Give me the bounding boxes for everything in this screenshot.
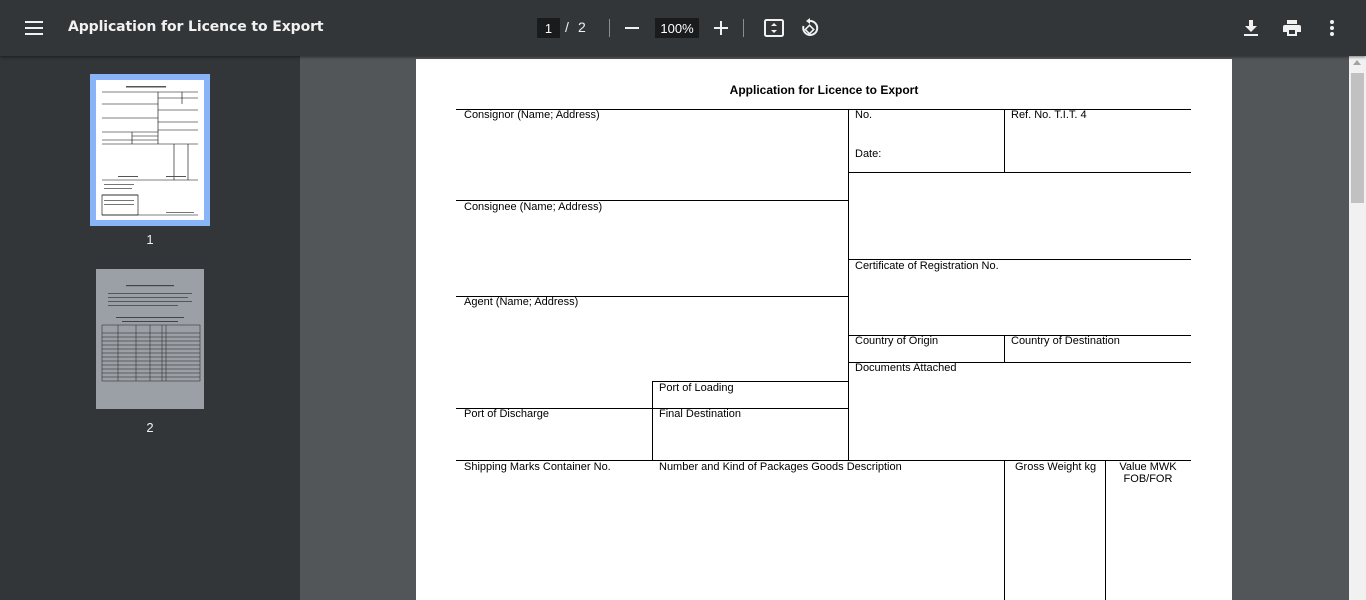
agent-label: Agent (Name; Address): [464, 296, 579, 308]
form-line: [1004, 335, 1005, 362]
documents-attached-label: Documents Attached: [855, 362, 957, 374]
page-total: 2: [578, 19, 586, 35]
form-line: [848, 172, 1191, 173]
consignee-label: Consignee (Name; Address): [464, 201, 603, 213]
thumbnail-sidebar: [0, 56, 300, 600]
fit-page-icon: [764, 19, 784, 37]
pdf-page: [416, 59, 1232, 600]
page-thumbnail-1[interactable]: [90, 74, 210, 226]
more-options-icon[interactable]: [1320, 16, 1344, 40]
plus-icon: [714, 21, 728, 35]
form-line: [652, 381, 653, 460]
page-separator: /: [565, 19, 569, 35]
print-icon: [1283, 20, 1301, 36]
page-thumbnail-image: [96, 80, 204, 220]
vertical-scrollbar[interactable]: [1349, 56, 1366, 600]
value-label: Value MWK FOB/FOR: [1119, 461, 1177, 485]
toolbar-divider: [609, 19, 610, 37]
menu-icon[interactable]: [18, 12, 50, 44]
fit-to-page-button[interactable]: [762, 16, 786, 40]
port-of-loading-label: Port of Loading: [659, 382, 734, 394]
consignor-label: Consignor (Name; Address): [464, 109, 600, 121]
pdf-toolbar: [0, 0, 1366, 56]
minus-icon: [625, 27, 639, 29]
thumbnail-label: 1: [146, 232, 154, 247]
toolbar-divider: [743, 19, 744, 37]
rotate-button[interactable]: [798, 16, 822, 40]
page-thumbnail-2[interactable]: [96, 269, 204, 409]
number-label: No.: [855, 109, 873, 121]
zoom-level-input[interactable]: 100%: [655, 18, 699, 38]
certificate-label: Certificate of Registration No.: [855, 260, 999, 272]
zoom-out-button[interactable]: [620, 16, 644, 40]
form-line: [848, 109, 849, 460]
form-title: Application for Licence to Export: [729, 83, 919, 97]
document-title: Application for Licence to Export: [68, 19, 324, 35]
thumbnail-label: 2: [146, 420, 154, 435]
download-button[interactable]: [1239, 16, 1263, 40]
document-viewer[interactable]: [300, 56, 1349, 600]
form-line: [1004, 109, 1005, 172]
scrollbar-thumb[interactable]: [1351, 73, 1364, 203]
page-number-input[interactable]: 1: [537, 18, 560, 38]
rotate-icon: [800, 18, 820, 38]
country-of-destination-label: Country of Destination: [1011, 335, 1120, 347]
download-icon: [1244, 20, 1258, 36]
form-line: [1105, 460, 1106, 600]
form-line: [1004, 460, 1005, 600]
packages-description-label: Number and Kind of Packages Goods Description: [659, 461, 902, 473]
shipping-marks-label: Shipping Marks Container No.: [464, 461, 611, 473]
port-of-discharge-label: Port of Discharge: [464, 408, 549, 420]
print-button[interactable]: [1280, 16, 1304, 40]
final-destination-label: Final Destination: [659, 408, 741, 420]
reference-number-label: Ref. No. T.I.T. 4: [1011, 109, 1087, 121]
date-label: Date:: [855, 148, 882, 160]
zoom-in-button[interactable]: [709, 16, 733, 40]
scroll-up-arrow-icon[interactable]: [1353, 60, 1361, 65]
gross-weight-label: Gross Weight kg: [1015, 461, 1097, 473]
country-of-origin-label: Country of Origin: [855, 335, 939, 347]
